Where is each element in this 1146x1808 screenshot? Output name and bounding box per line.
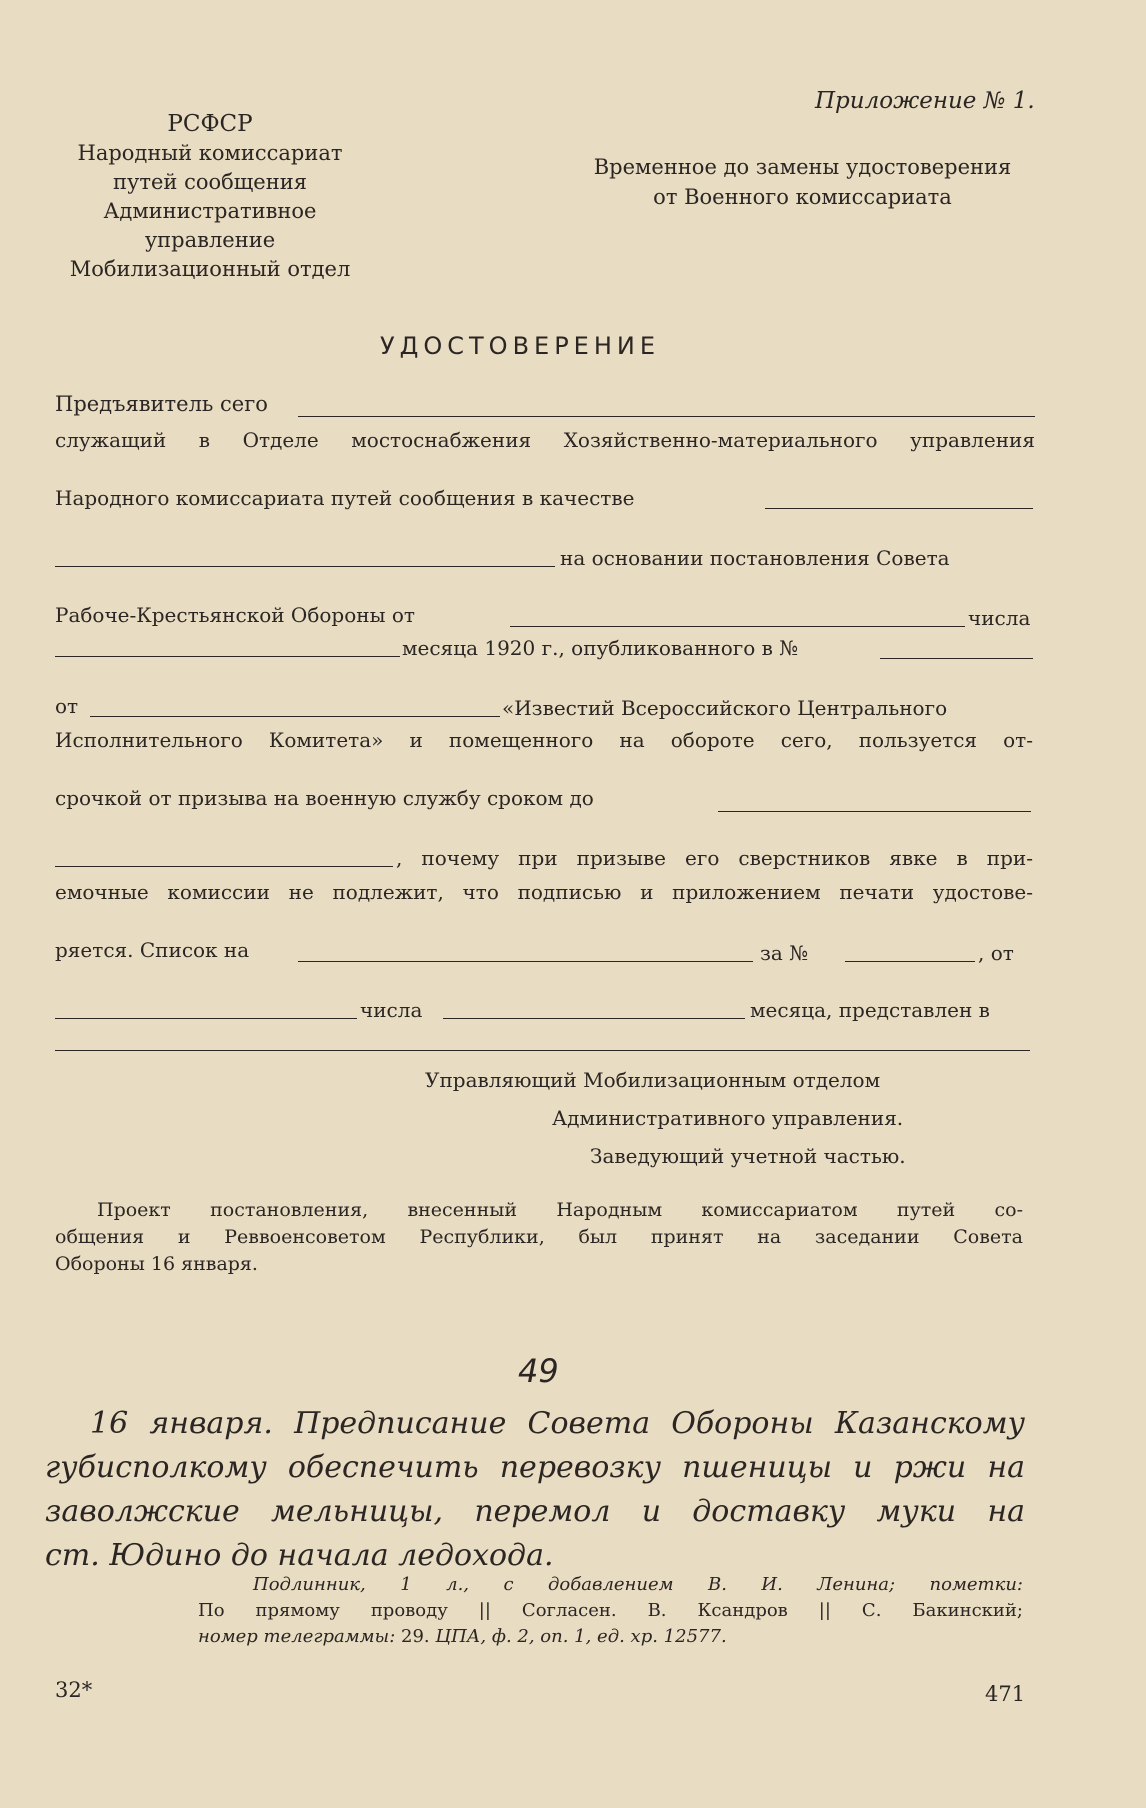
signatory-line: Административного управления.: [552, 1106, 904, 1130]
form-blank: [55, 1018, 357, 1019]
issuer-line: Административное: [103, 199, 317, 223]
form-blank: [765, 508, 1033, 509]
form-blank: [90, 716, 500, 717]
note-line: Проект постановления, внесенный Народным комиссариатом путей со-: [97, 1199, 1023, 1221]
form-blank: [298, 416, 1035, 417]
section-title-line: ст. Юдино до начала ледохода.: [45, 1538, 554, 1573]
form-text: служащий в Отделе мостоснабжения Хозяйственно-материального управления: [55, 428, 1035, 452]
form-text: числа: [360, 998, 423, 1022]
source-line: По прямому проводу || Согласен. В. Ксандров || С. Бакинский;: [198, 1600, 1023, 1621]
form-text: за №: [760, 941, 809, 965]
source-text: ЦПА, ф. 2, оп. 1, ед. хр. 12577.: [435, 1626, 727, 1647]
temporary-note-line: Временное до замены удостоверения: [593, 155, 1012, 179]
form-text: ряется. Список на: [55, 938, 250, 962]
note-line: Обороны 16 января.: [55, 1253, 258, 1275]
issuer-block: [50, 110, 370, 284]
form-text: срочкой от призыва на военную службу сроком до: [55, 786, 594, 810]
form-text: месяца, представлен в: [750, 998, 990, 1022]
form-text: месяца 1920 г., опубликованного в №: [402, 636, 799, 660]
form-blank: [845, 961, 975, 962]
issuer-line: Народный комиссариат: [77, 141, 343, 165]
issuer-line: путей сообщения: [113, 170, 307, 194]
section-number: 49: [518, 1352, 559, 1390]
form-blank: [880, 658, 1033, 659]
form-title: УДОСТОВЕРЕНИЕ: [380, 332, 661, 360]
form-blank: [443, 1018, 745, 1019]
form-text: на основании постановления Совета: [560, 546, 950, 570]
form-text: числа: [968, 606, 1031, 630]
section-title-line: 16 января. Предписание Совета Обороны Казанскому: [90, 1406, 1025, 1441]
form-text: Народного комиссариата путей сообщения в качестве: [55, 486, 635, 510]
form-text: , почему при призыве его сверстников явке в при-: [396, 846, 1033, 870]
issuer-line: Мобилизационный отдел: [69, 257, 351, 281]
page-number: 471: [985, 1682, 1026, 1706]
source-text: номер телеграммы:: [198, 1626, 396, 1647]
note-paragraph: [55, 1197, 1023, 1278]
signature-mark: 32*: [55, 1678, 93, 1702]
section-title-line: заволжские мельницы, перемол и доставку муки на: [45, 1494, 1025, 1529]
issuer-line: управление: [144, 228, 276, 252]
form-text: Исполнительного Комитета» и помещенного на обороте сего, пользуется от-: [55, 728, 1033, 752]
form-text: емочные комиссии не подлежит, что подписью и приложением печати удостове-: [55, 880, 1033, 904]
form-blank: [55, 866, 393, 867]
form-blank: [55, 566, 555, 567]
form-text: , от: [978, 941, 1014, 965]
signatory-line: Управляющий Мобилизационным отделом: [425, 1068, 881, 1092]
signatory-line: Заведующий учетной частью.: [590, 1144, 906, 1168]
form-text: Предъявитель сего: [55, 392, 268, 416]
temporary-note-line: от Военного комиссариата: [653, 185, 952, 209]
form-blank: [55, 656, 400, 657]
issuer-line: РСФСР: [167, 111, 253, 137]
note-line: общения и Реввоенсоветом Республики, был принят на заседании Совета: [55, 1226, 1023, 1248]
source-note: [198, 1572, 1023, 1650]
form-text: от: [55, 694, 79, 718]
temporary-note: [575, 152, 1030, 212]
form-blank: [718, 811, 1031, 812]
form-text: «Известий Всероссийского Центрального: [502, 696, 948, 720]
appendix-label: Приложение № 1.: [815, 88, 1035, 114]
form-text: Рабоче-Крестьянской Обороны от: [55, 603, 415, 627]
source-text: 29.: [401, 1626, 430, 1647]
form-blank: [298, 961, 753, 962]
form-blank: [55, 1050, 1030, 1051]
section-title: [45, 1402, 1025, 1578]
source-line: Подлинник, 1 л., с добавлением В. И. Ленина; пометки:: [253, 1574, 1023, 1595]
section-title-line: губисполкому обеспечить перевозку пшеницы и ржи на: [45, 1450, 1025, 1485]
form-blank: [510, 626, 965, 627]
source-line: [198, 1624, 1023, 1650]
